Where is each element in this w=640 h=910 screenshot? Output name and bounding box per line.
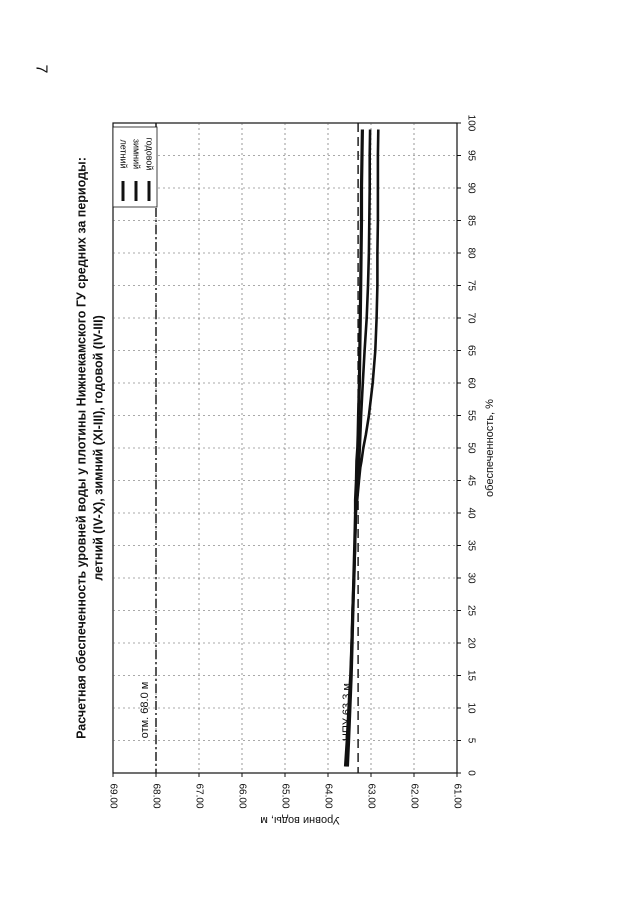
x-tick-label: 85	[465, 214, 477, 227]
y-tick-label: 68.00	[150, 783, 162, 809]
y-tick-label: 61.00	[451, 783, 463, 809]
x-tick-label: 45	[465, 474, 477, 487]
chart-title: Расчетная обеспеченность уровней воды у плотины Нижнекамского ГУ средних за периоды:	[74, 157, 89, 739]
x-tick-label: 40	[465, 507, 477, 519]
x-tick-label: 20	[465, 637, 477, 649]
reference-line-label: отм. 68.0 м	[138, 681, 151, 739]
y-tick-label: 66.00	[236, 783, 248, 809]
x-tick-label: 15	[465, 669, 477, 682]
legend-label: зимний	[131, 138, 142, 170]
page-number: 7	[32, 64, 50, 74]
x-tick-label: 25	[465, 604, 477, 617]
x-tick-label: 90	[465, 182, 477, 194]
x-tick-label: 70	[465, 312, 477, 324]
y-tick-label: 62.00	[408, 783, 420, 809]
x-tick-label: 35	[465, 539, 477, 552]
reference-line-label: НПУ 63.3 м	[341, 683, 354, 741]
chart-subtitle: летний (IV-X), зимний (XI-III), годовой (IV-III)	[91, 315, 106, 581]
x-axis-title: обеспеченность, %	[483, 399, 496, 497]
x-tick-label: 100	[465, 114, 477, 132]
x-tick-label: 60	[465, 377, 477, 389]
x-tick-label: 10	[465, 702, 477, 714]
x-tick-label: 5	[465, 737, 477, 744]
y-tick-label: 65.00	[279, 783, 291, 809]
x-tick-label: 50	[465, 442, 477, 454]
y-tick-label: 63.00	[365, 783, 377, 809]
x-tick-label: 80	[465, 247, 477, 259]
y-tick-label: 67.00	[193, 783, 205, 809]
x-tick-label: 30	[465, 572, 477, 584]
y-tick-label: 69.00	[107, 783, 119, 809]
x-tick-label: 55	[465, 409, 477, 422]
x-tick-label: 95	[465, 149, 477, 162]
x-tick-label: 75	[465, 279, 477, 292]
y-axis-title: Уровни воды, м	[260, 814, 340, 827]
x-tick-label: 65	[465, 344, 477, 357]
y-tick-label: 64.00	[322, 783, 334, 809]
legend-label: летний	[118, 139, 129, 169]
x-tick-label: 0	[465, 770, 477, 776]
legend-label: годовой	[144, 137, 155, 171]
